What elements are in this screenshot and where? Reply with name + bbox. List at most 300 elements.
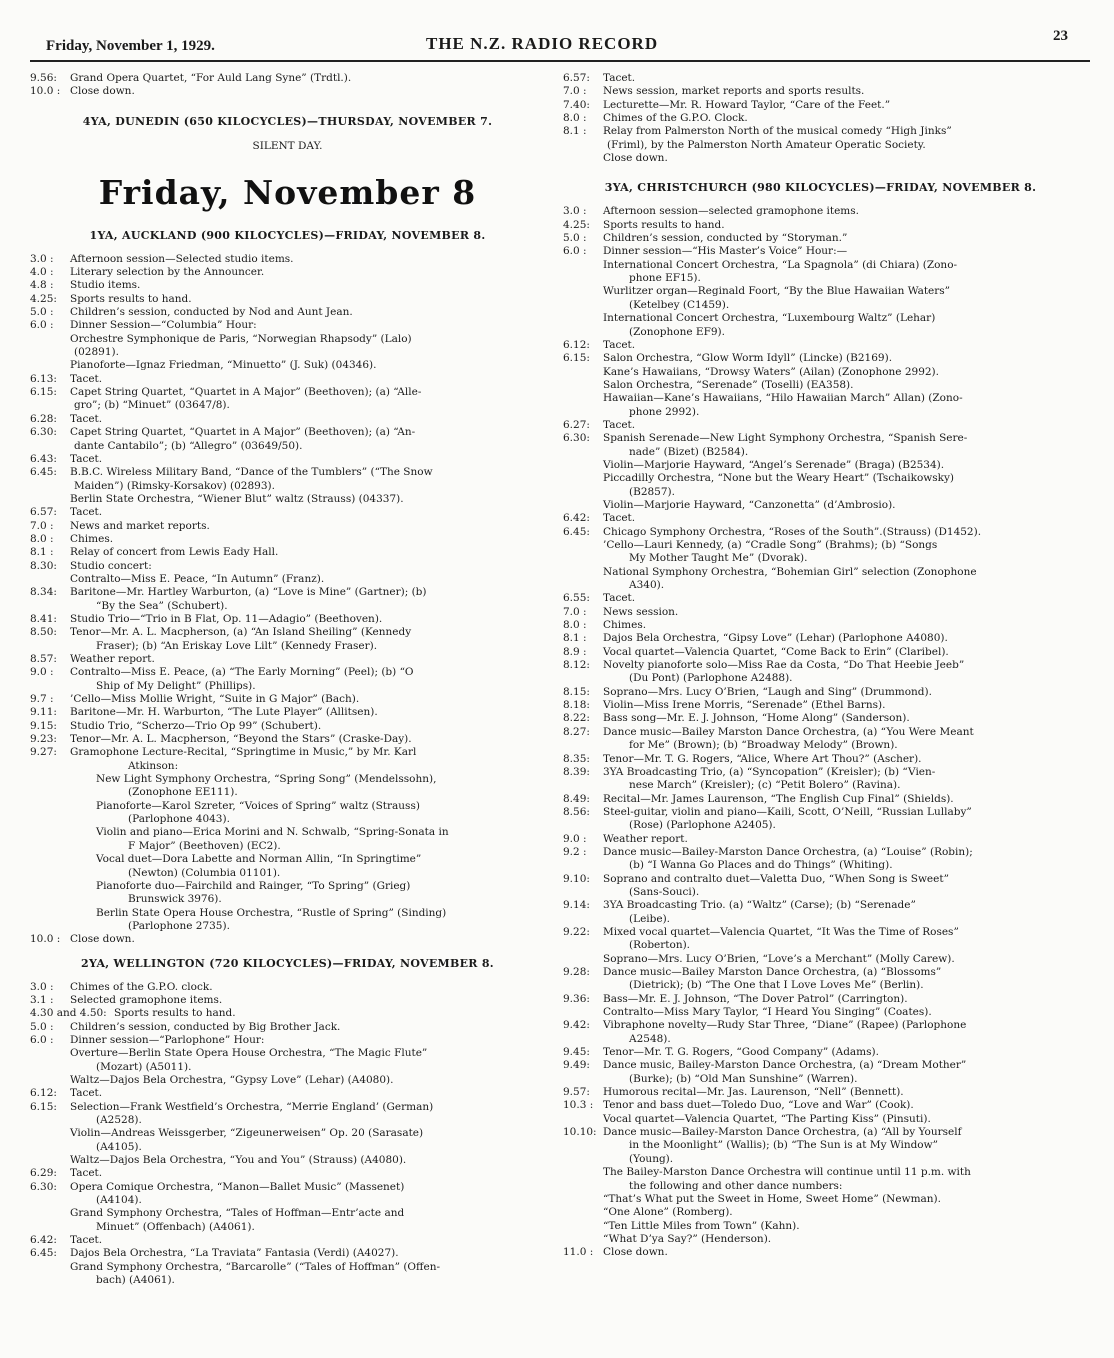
entry-text: Weather report. <box>603 832 688 845</box>
program-entry <box>563 686 1078 699</box>
program-entry-continuation <box>30 1261 545 1274</box>
entry-text: Tacet. <box>70 372 103 385</box>
entry-time: 10.3 : <box>563 1099 594 1112</box>
program-entry <box>30 319 545 332</box>
entry-text: Orchestre Symphonique de Paris, “Norwegian Rhapsody” (Lalo) <box>70 332 412 345</box>
entry-time: 9.14: <box>563 899 590 912</box>
program-entry-continuation <box>563 552 1078 565</box>
program-entry-continuation <box>30 573 545 586</box>
entry-time: 3.0 : <box>563 205 587 218</box>
program-entry-continuation <box>563 285 1078 298</box>
entry-text: Waltz—Dajos Bela Orchestra, “You and You” (Strauss) (A4080). <box>70 1154 407 1167</box>
entry-text: (Ketelbey (C1459). <box>629 298 730 311</box>
program-entry <box>30 560 545 573</box>
program-entry <box>30 1021 545 1034</box>
program-entry-continuation <box>563 539 1078 552</box>
spacer <box>30 99 545 105</box>
program-entry-continuation <box>30 1274 545 1287</box>
entry-text: News session. <box>603 605 679 618</box>
entry-text: Close down. <box>70 933 135 946</box>
entry-text: Violin—Andreas Weissgerber, “Zigeunerweisen” Op. 20 (Sarasate) <box>70 1127 424 1140</box>
program-entry-continuation <box>30 826 545 839</box>
entry-time: 6.42: <box>563 512 590 525</box>
entry-text: The Bailey-Marston Dance Orchestra will continue until 11 p.m. with <box>603 1166 971 1179</box>
entry-text: Grand Symphony Orchestra, “Tales of Hoffman—Entr’acte and <box>70 1207 405 1220</box>
entry-text: Tacet. <box>70 452 103 465</box>
entry-text: Tacet. <box>603 592 636 605</box>
program-entry-continuation <box>563 446 1078 459</box>
entry-text: bach) (A4061). <box>96 1274 175 1287</box>
entry-text: nese March” (Kreisler); (c) “Petit Bolero” (Ravina). <box>629 779 901 792</box>
program-entry-continuation <box>563 1113 1078 1126</box>
entry-text: Chimes of the G.P.O. clock. <box>70 980 213 993</box>
entry-time: 6.43: <box>30 452 57 465</box>
entry-text: Tacet. <box>70 1167 103 1180</box>
entry-text: Opera Comique Orchestra, “Manon—Ballet Music” (Massenet) <box>70 1180 405 1193</box>
entry-time: 6.30: <box>30 426 57 439</box>
entry-text: F Major” (Beethoven) (EC2). <box>128 839 281 852</box>
entry-text: Contralto—Miss Mary Taylor, “I Heard You Singing” (Coates). <box>603 1006 932 1019</box>
program-entry <box>563 432 1078 445</box>
entry-text: Studio Trio, “Scherzo—Trio Op 99” (Schubert). <box>70 719 322 732</box>
program-entry <box>563 99 1078 112</box>
program-entry <box>30 253 545 266</box>
program-entry-continuation <box>30 853 545 866</box>
program-entry-continuation <box>563 1193 1078 1206</box>
program-entry <box>30 1247 545 1260</box>
program-entry-continuation <box>563 1139 1078 1152</box>
entry-text: Vocal quartet—Valencia Quartet, “Come Back to Erin” (Claribel). <box>603 645 949 658</box>
program-entry <box>563 726 1078 739</box>
entry-time: 8.1 : <box>563 125 587 138</box>
entry-text: Ship of My Delight” (Phillips). <box>96 679 256 692</box>
program-entry <box>30 546 545 559</box>
entry-text: “One Alone” (Romberg). <box>603 1206 733 1219</box>
program-entry-continuation <box>30 359 545 372</box>
entry-time: 6.55: <box>563 592 590 605</box>
entry-text: Dinner Session—“Columbia” Hour: <box>70 319 257 332</box>
entry-text: Close down. <box>603 1246 668 1259</box>
program-entry-continuation <box>563 366 1078 379</box>
entry-time: 6.30: <box>30 1180 57 1193</box>
entry-time: 4.8 : <box>30 279 54 292</box>
program-entry <box>30 520 545 533</box>
entry-time: 11.0 : <box>563 1246 594 1259</box>
program-entry <box>30 1234 545 1247</box>
issue-date: Friday, November 1, 1929. <box>46 38 215 54</box>
entry-text: Recital—Mr. James Laurenson, “The English Cup Final” (Shields). <box>603 792 954 805</box>
entry-text: Tacet. <box>603 338 636 351</box>
entry-text: Tenor—Mr. T. G. Rogers, “Good Company” (Adams). <box>603 1046 879 1059</box>
program-entry-continuation <box>563 979 1078 992</box>
entry-text: Dance music—Bailey Marston Dance Orchestra, (a) “You Were Meant <box>603 725 974 738</box>
entry-time: 6.15: <box>30 1100 57 1113</box>
program-entry-continuation <box>563 913 1078 926</box>
entry-text: Dajos Bela Orchestra, “La Traviata” Fantasia (Verdi) (A4027). <box>70 1247 399 1260</box>
entry-text: (Parlophone 2735). <box>128 919 230 932</box>
program-entry <box>30 506 545 519</box>
program-entry <box>30 746 545 759</box>
entry-text: Tacet. <box>603 72 636 84</box>
entry-text: (Leibe). <box>629 912 671 925</box>
program-entry <box>563 419 1078 432</box>
program-entry-continuation <box>30 1061 545 1074</box>
program-entry <box>30 413 545 426</box>
program-entry-continuation <box>563 566 1078 579</box>
entry-text: “That’s What put the Sweet in Home, Sweet Home” (Newman). <box>603 1192 941 1205</box>
program-entry-continuation <box>30 1141 545 1154</box>
entry-text: Violin—Marjorie Hayward, “Canzonetta” (d’Ambrosio). <box>603 498 896 511</box>
entry-time: 6.42: <box>30 1234 57 1247</box>
entry-time: 6.0 : <box>563 245 587 258</box>
program-entry-continuation <box>563 1180 1078 1193</box>
entry-text: Fraser); (b) “An Eriskay Love Lilt” (Kennedy Fraser). <box>96 639 378 652</box>
entry-text: Afternoon session—selected gramophone items. <box>603 205 859 218</box>
entry-text: Sports results to hand. <box>603 218 725 231</box>
program-entry-continuation <box>30 813 545 826</box>
program-entry-continuation <box>563 486 1078 499</box>
program-entry <box>563 352 1078 365</box>
entry-text: Grand Symphony Orchestra, “Barcarolle” (“Tales of Hoffman” (Offen- <box>70 1260 441 1273</box>
entry-text: (A4105). <box>96 1140 142 1153</box>
entry-text: Vocal quartet—Valencia Quartet, “The Parting Kiss” (Pinsuti). <box>603 1112 931 1125</box>
entry-text: Vocal duet—Dora Labette and Norman Allin, “In Springtime” <box>96 853 422 866</box>
program-entry <box>563 219 1078 232</box>
entry-time: 6.13: <box>30 372 57 385</box>
entry-text: nade” (Bizet) (B2584). <box>629 445 749 458</box>
entry-time: 9.57: <box>563 1086 590 1099</box>
program-entry <box>30 1087 545 1100</box>
program-entry-continuation <box>30 333 545 346</box>
program-entry <box>563 993 1078 1006</box>
program-entry <box>30 533 545 546</box>
entry-text: Soprano—Mrs. Lucy O’Brien, “Laugh and Sing” (Drummond). <box>603 685 932 698</box>
entry-text: Gramophone Lecture-Recital, “Springtime in Music,” by Mr. Karl <box>70 746 417 759</box>
program-entry <box>563 85 1078 98</box>
entry-text: Overture—Berlin State Opera House Orchestra, “The Magic Flute” <box>70 1047 428 1060</box>
entry-text: A2548). <box>629 1032 671 1045</box>
program-entry <box>30 1007 545 1020</box>
program-entry <box>563 1046 1078 1059</box>
entry-time: 8.57: <box>30 653 57 665</box>
entry-time: 6.57: <box>30 506 57 519</box>
program-entry-continuation <box>563 1206 1078 1219</box>
program-entry-continuation <box>563 392 1078 405</box>
entry-text: ’Cello—Lauri Kennedy, (a) “Cradle Song” (Brahms); (b) “Songs <box>603 539 938 551</box>
entry-text: Dance music, Bailey-Marston Dance Orchestra, (a) “Dream Mother” <box>603 1059 967 1072</box>
program-entry-continuation <box>563 779 1078 792</box>
program-entry-continuation <box>30 800 545 813</box>
entry-text: Capet String Quartet, “Quartet in A Major” (Beethoven); (a) “Alle- <box>70 386 422 399</box>
entry-text: National Symphony Orchestra, “Bohemian Girl” selection (Zonophone <box>603 565 977 578</box>
entry-text: Children’s session, conducted by “Storyman.” <box>603 232 848 245</box>
program-entry <box>563 232 1078 245</box>
entry-text: News session, market reports and sports results. <box>603 85 865 98</box>
entry-text: Berlin State Orchestra, “Wiener Blut” waltz (Strauss) (04337). <box>70 492 404 505</box>
program-entry <box>563 699 1078 712</box>
entry-text: Literary selection by the Announcer. <box>70 266 265 279</box>
program-entry <box>563 873 1078 886</box>
entry-text: Kane’s Hawaiians, “Drowsy Waters” (Ailan) (Zonophone 2992). <box>603 365 939 378</box>
entry-time: 8.27: <box>563 725 590 738</box>
entry-time: 6.57: <box>563 72 590 84</box>
entry-text: Lecturette—Mr. R. Howard Taylor, “Care of the Feet.” <box>603 98 891 111</box>
entry-text: Steel-guitar, violin and piano—Kaili, Scott, O’Neill, “Russian Lullaby” <box>603 805 972 818</box>
entry-time: 4.0 : <box>30 266 54 279</box>
program-entry <box>30 453 545 466</box>
station-heading: 3YA, CHRISTCHURCH (980 KILOCYCLES)—FRIDAY, NOVEMBER 8. <box>604 181 1037 195</box>
program-entry <box>563 112 1078 125</box>
entry-text: Studio concert: <box>70 559 152 572</box>
entry-text: Brunswick 3976). <box>128 893 222 906</box>
entry-text: the following and other dance numbers: <box>629 1179 843 1192</box>
program-entry <box>563 526 1078 539</box>
entry-text: Spanish Serenade—New Light Symphony Orchestra, “Spanish Sere- <box>603 432 968 445</box>
entry-text: Atkinson: <box>128 759 179 772</box>
entry-time: 5.0 : <box>30 1020 54 1033</box>
program-entry-continuation <box>563 139 1078 152</box>
program-entry <box>563 245 1078 258</box>
program-entry-continuation <box>563 499 1078 512</box>
entry-time: 9.42: <box>563 1019 590 1032</box>
entry-text: Pianoforte—Ignaz Friedman, “Minuetto” (J. Suk) (04346). <box>70 359 377 372</box>
entry-text: Waltz—Dajos Bela Orchestra, “Gypsy Love” (Lehar) (A4080). <box>70 1073 394 1086</box>
page-number: 23 <box>1053 28 1068 44</box>
entry-time: 8.22: <box>563 712 590 725</box>
publication-title: THE N.Z. RADIO RECORD <box>426 34 659 53</box>
program-entry <box>563 899 1078 912</box>
program-entry <box>30 613 545 626</box>
entry-text: Tacet. <box>603 512 636 525</box>
entry-text: Studio Trio—“Trio in B Flat, Op. 11—Adagio” (Beethoven). <box>70 612 383 625</box>
entry-time: 4.25: <box>30 292 57 305</box>
program-entry-continuation <box>563 1153 1078 1166</box>
entry-time: 6.45: <box>563 525 590 538</box>
entry-time: 8.1 : <box>30 546 54 559</box>
entry-text: (Parlophone 4043). <box>128 813 230 826</box>
entry-text: (A4104). <box>96 1194 142 1207</box>
entry-text: Humorous recital—Mr. Jas. Laurenson, “Nell” (Bennett). <box>603 1086 904 1099</box>
program-entry-continuation <box>30 1114 545 1127</box>
entry-text: Pianoforte duo—Fairchild and Rainger, “To Spring” (Grieg) <box>96 879 411 892</box>
entry-text: (Rose) (Parlophone A2405). <box>629 819 776 832</box>
entry-text: Berlin State Opera House Orchestra, “Rustle of Spring” (Sinding) <box>96 906 447 919</box>
program-entry <box>563 512 1078 525</box>
entry-text: Grand Opera Quartet, “For Auld Lang Syne” (Trdtl.). <box>70 72 352 84</box>
entry-time: 6.45: <box>30 466 57 479</box>
program-entry-continuation <box>30 640 545 653</box>
entry-time: 8.0 : <box>563 112 587 125</box>
entry-text: (Newton) (Columbia 01101). <box>128 866 281 879</box>
entry-time: 9.36: <box>563 992 590 1005</box>
entry-text: “Ten Little Miles from Town” (Kahn). <box>603 1219 800 1232</box>
entry-text: (Burke); (b) “Old Man Sunshine” (Warren). <box>629 1072 858 1085</box>
entry-text: (Friml), by the Palmerston North Amateur Operatic Society. <box>607 138 926 151</box>
entry-time: 8.30: <box>30 559 57 572</box>
entry-text: dante Cantabilo”; (b) “Allegro” (03649/50). <box>74 439 303 452</box>
entry-text: Close down. <box>603 152 668 165</box>
entry-time: 6.28: <box>30 412 57 425</box>
program-entry <box>30 266 545 279</box>
entry-time: 9.10: <box>563 872 590 885</box>
entry-text: Violin—Marjorie Hayward, “Angel’s Serenade” (Braga) (B2534). <box>603 458 945 471</box>
entry-time: 9.27: <box>30 746 57 759</box>
entry-text: (Young). <box>629 1152 674 1165</box>
entry-time: 9.23: <box>30 733 57 746</box>
entry-time: 6.12: <box>563 338 590 351</box>
entry-text: Bass song—Mr. E. J. Johnson, “Home Along” (Sanderson). <box>603 712 910 725</box>
program-entry-continuation <box>563 459 1078 472</box>
entry-text: Tacet. <box>70 1087 103 1100</box>
entry-text: (Dietrick); (b) “The One that I Love Loves Me” (Berlin). <box>629 979 924 992</box>
entry-text: Selected gramophone items. <box>70 993 223 1006</box>
entry-text: Baritone—Mr. H. Warburton, “The Lute Player” (Allitsen). <box>70 706 378 719</box>
entry-text: Capet String Quartet, “Quartet in A Major” (Beethoven); (a) “An- <box>70 426 416 439</box>
entry-time: 8.15: <box>563 685 590 698</box>
program-entry-continuation <box>30 880 545 893</box>
program-entry <box>30 666 545 679</box>
entry-text: Selection—Frank Westfield’s Orchestra, “Merrie England’ (German) <box>70 1100 434 1113</box>
entry-text: Tacet. <box>70 412 103 425</box>
program-entry <box>563 766 1078 779</box>
entry-text: Weather report. <box>70 653 155 665</box>
entry-text: Chimes. <box>603 619 647 632</box>
program-entry-continuation <box>30 346 545 359</box>
station-subheading: SILENT DAY. <box>252 139 323 152</box>
entry-text: Dinner session—“Parlophone” Hour: <box>70 1033 265 1046</box>
entry-text: Dance music—Bailey-Marston Dance Orchestra, (a) “All by Yourself <box>603 1126 962 1139</box>
entry-text: for Me” (Brown); (b) “Broadway Melody” (Brown). <box>629 739 898 752</box>
program-entry-continuation <box>30 1154 545 1167</box>
entry-time: 8.12: <box>563 659 590 672</box>
program-entry-continuation <box>30 480 545 493</box>
entry-time: 9.28: <box>563 966 590 978</box>
entry-time: 8.39: <box>563 765 590 778</box>
entry-text: Tenor—Mr. A. L. Macpherson, (a) “An Island Sheiling” (Kennedy <box>70 626 412 639</box>
program-entry-continuation <box>563 939 1078 952</box>
entry-time: 7.0 : <box>30 519 54 532</box>
entry-text: (Zonophone EF9). <box>629 325 725 338</box>
entry-text: Violin—Miss Irene Morris, “Serenade” (Ethel Barns). <box>603 699 886 712</box>
program-entry-continuation <box>563 326 1078 339</box>
program-entry-continuation <box>563 152 1078 165</box>
program-entry-continuation <box>30 399 545 412</box>
program-entry <box>30 1101 545 1114</box>
entry-text: Violin and piano—Erica Morini and N. Schwalb, “Spring-Sonata in <box>96 826 449 839</box>
program-entry-continuation <box>563 886 1078 899</box>
entry-time: 9.56: <box>30 72 57 84</box>
program-entry-continuation <box>563 739 1078 752</box>
program-entry-continuation <box>563 953 1078 966</box>
program-entry-continuation <box>30 893 545 906</box>
program-entry-continuation <box>563 259 1078 272</box>
program-entry <box>563 632 1078 645</box>
program-entry <box>563 592 1078 605</box>
program-entry-continuation <box>30 600 545 613</box>
entry-text: Tenor and bass duet—Toledo Duo, “Love and War” (Cook). <box>603 1099 914 1112</box>
entry-text: Tenor—Mr. A. L. Macpherson, “Beyond the Stars” (Craske-Day). <box>70 733 412 746</box>
entry-text: ’Cello—Miss Mollie Wright, “Suite in G Major” (Bach). <box>70 693 360 706</box>
program-entry <box>563 1019 1078 1032</box>
program-entry-continuation <box>30 773 545 786</box>
entry-time: 8.0 : <box>563 619 587 632</box>
entry-text: “What D’ya Say?” (Henderson). <box>603 1232 772 1245</box>
program-entry <box>30 72 545 85</box>
entry-text: Contralto—Miss E. Peace, (a) “The Early Morning” (Peel); (b) “O <box>70 666 414 679</box>
program-entry-continuation <box>563 1073 1078 1086</box>
program-entry <box>30 279 545 292</box>
entry-text: Dajos Bela Orchestra, “Gipsy Love” (Lehar) (Parlophone A4080). <box>603 632 948 645</box>
entry-time: 4.30 and 4.50: <box>30 1007 107 1020</box>
program-entry <box>30 306 545 319</box>
program-entry <box>30 373 545 386</box>
entry-time: 9.49: <box>563 1059 590 1072</box>
program-entry-continuation <box>30 680 545 693</box>
entry-text: My Mother Taught Me” (Dvorak). <box>629 552 808 565</box>
program-entry <box>563 606 1078 619</box>
entry-time: 3.1 : <box>30 993 54 1006</box>
entry-time: 8.18: <box>563 699 590 712</box>
entry-time: 6.0 : <box>30 319 54 332</box>
entry-text: Soprano—Mrs. Lucy O’Brien, “Love’s a Merchant” (Molly Carew). <box>603 952 955 965</box>
program-entry <box>30 586 545 599</box>
entry-text: Minuet” (Offenbach) (A4061). <box>96 1220 255 1233</box>
program-entry-continuation <box>563 406 1078 419</box>
program-entry <box>30 933 545 946</box>
entry-time: 8.9 : <box>563 645 587 658</box>
entry-time: 6.29: <box>30 1167 57 1180</box>
day-title: Friday, November 8 <box>98 172 477 212</box>
entry-text: Children’s session, conducted by Nod and Aunt Jean. <box>70 306 353 319</box>
program-entry <box>30 386 545 399</box>
entry-text: 3YA Broadcasting Trio. (a) “Waltz” (Carse); (b) “Serenade” <box>603 899 916 912</box>
program-entry <box>30 626 545 639</box>
program-entry-continuation <box>30 1194 545 1207</box>
page-header <box>30 28 1090 62</box>
program-entry-continuation <box>563 379 1078 392</box>
program-entry-continuation <box>30 907 545 920</box>
entry-time: 3.0 : <box>30 980 54 993</box>
entry-time: 7.0 : <box>563 605 587 618</box>
entry-text: Bass—Mr. E. J. Johnson, “The Dover Patrol” (Carrington). <box>603 992 908 1005</box>
entry-text: Dance music—Bailey Marston Dance Orchestra, (a) “Blossoms” <box>603 966 942 978</box>
program-entry-continuation <box>30 840 545 853</box>
program-entry <box>30 85 545 98</box>
entry-text: (Du Pont) (Parlophone A2488). <box>629 672 793 685</box>
entry-time: 8.56: <box>563 805 590 818</box>
program-entry <box>563 659 1078 672</box>
entry-text: Sports results to hand. <box>114 1007 236 1020</box>
station-heading: 4YA, DUNEDIN (650 KILOCYCLES)—THURSDAY, NOVEMBER 7. <box>82 114 493 128</box>
entry-text: B.B.C. Wireless Military Band, “Dance of the Tumblers” (“The Snow <box>70 466 433 479</box>
program-entry <box>30 653 545 666</box>
entry-time: 10.0 : <box>30 933 61 946</box>
program-entry <box>30 994 545 1007</box>
entry-text: Novelty pianoforte solo—Miss Rae da Costa, “Do That Heebie Jeeb” <box>603 659 965 672</box>
entry-text: Relay from Palmerston North of the musical comedy “High Jinks” <box>603 125 952 138</box>
entry-time: 8.49: <box>563 792 590 805</box>
spacer <box>563 165 1078 171</box>
program-entry-continuation <box>30 867 545 880</box>
program-entry <box>563 753 1078 766</box>
entry-time: 7.0 : <box>563 85 587 98</box>
entry-text: Sports results to hand. <box>70 292 192 305</box>
entry-text: Studio items. <box>70 279 141 292</box>
entry-text: (02891). <box>74 346 119 359</box>
program-entry <box>563 1099 1078 1112</box>
program-entry <box>30 1167 545 1180</box>
entry-text: 3YA Broadcasting Trio, (a) “Syncopation” (Kreisler); (b) “Vien- <box>603 765 936 778</box>
